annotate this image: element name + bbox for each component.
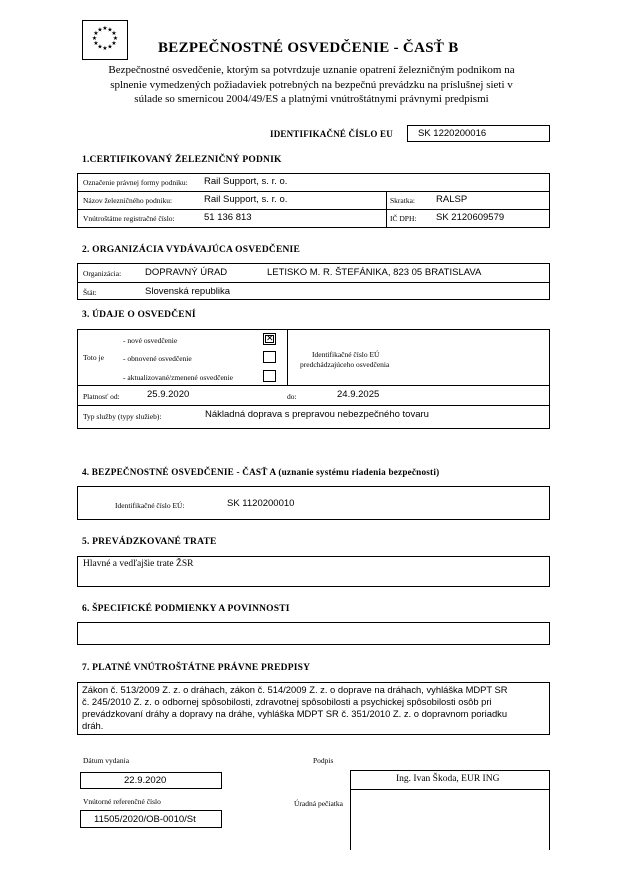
reference-label: Vnútorné referenčné číslo [83,797,161,806]
organization-label: Organizácia: [83,269,122,278]
legislation-text [82,684,552,732]
section1-heading: 1.CERTIFIKOVANÝ ŽELEZNIČNÝ PODNIK [82,155,282,165]
checkbox-new-checked[interactable] [263,333,276,345]
legislation-line: Zákon č. 513/2009 Z. z. o dráhach, zákon č. 514/2009 Z. z. o doprave na dráhach, vyhláška MDPT SR [82,684,508,695]
organization-address: LETISKO M. R. ŠTEFÁNIKA, 823 05 BRATISLAVA [267,267,482,278]
eu-id-box [407,125,550,142]
signature-label: Podpis [313,756,334,765]
section5-heading: 5. PREVÁDZKOVANÉ TRATE [82,537,217,547]
registration-label: Vnútroštátne registračné číslo: [83,214,175,223]
section7-heading: 7. PLATNÉ VNÚTROŠTÁTNE PRÁVNE PREDPISY [82,663,311,673]
vat-label: IČ DPH: [390,214,417,223]
document-title: BEZPEČNOSTNÉ OSVEDČENIE - ČASŤ B [158,40,459,56]
issue-date-label: Dátum vydania [83,756,130,765]
checkbox-updated[interactable] [263,370,276,382]
state-value: Slovenská republika [145,286,231,297]
eu-stars-icon [83,21,127,59]
svg-text:★: ★ [91,35,98,42]
svg-text:★: ★ [93,30,99,37]
svg-text:★: ★ [102,25,108,32]
reference-box [80,810,222,828]
valid-to-value: 24.9.2025 [337,389,380,400]
checkbox-renewed[interactable] [263,351,276,363]
section6-heading: 6. ŠPECIFICKÉ PODMIENKY A POVINNOSTI [82,604,290,614]
previous-id-line: predchádzajúceho osvedčenia [300,360,390,369]
toto-je-label: Toto je [83,353,104,362]
check-x-icon: ✕ [266,334,274,344]
section6-box [77,622,550,645]
section4-heading: 4. BEZPEČNOSTNÉ OSVEDČENIE - ČASŤ A (uznanie systému riadenia bezpečnosti) [82,467,440,477]
legal-form-label: Označenie právnej formy podniku: [83,178,188,187]
eu-id-label: IDENTIFIKAČNÉ ČÍSLO EU [270,129,393,139]
intro-text [40,63,583,107]
svg-text:★: ★ [102,45,108,52]
svg-text:★: ★ [107,26,113,34]
svg-text:★: ★ [112,35,119,42]
stamp-label: Úradná pečiatka [294,799,343,808]
valid-from-value: 25.9.2020 [147,389,190,400]
company-name-label: Názov železničného podniku: [83,196,173,205]
service-type-label: Typ služby (typy služieb): [83,412,162,421]
svg-text:★: ★ [111,30,117,37]
svg-text:★: ★ [97,43,103,51]
section2-heading: 2. ORGANIZÁCIA VYDÁVAJÚCA OSVEDČENIE [82,245,300,255]
company-name-value: Rail Support, s. r. o. [204,194,288,205]
option-new-label: - nové osvedčenie [123,336,178,345]
section3-heading: 3. ÚDAJE O OSVEDČENÍ [82,310,196,320]
option-renewed-label: - obnovené osvedčenie [123,354,192,363]
abbreviation-label: Skratka: [390,196,415,205]
valid-from-label: Platnosť od: [83,392,120,401]
organization-value: DOPRAVNÝ ÚRAD [145,267,228,278]
issue-date-value: 22.9.2020 [124,775,167,786]
abbreviation-value: RALSP [436,194,468,205]
vat-value: SK 2120609579 [436,212,505,223]
intro-line: Bezpečnostné osvedčenie, ktorým sa potvrdzuje uznanie opatrení železničným podnikom na [108,64,515,76]
legislation-line: dráh. [82,720,104,731]
signer-name: Ing. Ivan Škoda, EUR ING [396,774,500,784]
eu-id-value: SK 1220200016 [418,128,487,139]
legal-form-value: Rail Support, s. r. o. [204,176,288,187]
eu-flag-logo [82,20,128,60]
issue-date-box [80,772,222,789]
option-updated-label: - aktualizované/zmenené osvedčenie [123,373,233,382]
intro-line: súlade so smernicou 2004/49/ES a platnými vnútroštátnymi právnymi predpismi [134,93,489,105]
legislation-line: prevádzkovaní dráhy a dopravy na dráhe, vyhláška MDPT SR č. 351/2010 Z. z. o dopravnom poriadku [82,708,508,719]
legislation-line: č. 245/2010 Z. z. o odbornej spôsobilosti, zdravotnej spôsobilosti a psychickej spôsobilosti osôb pri [82,696,492,707]
registration-value: 51 136 813 [204,212,252,223]
svg-text:★: ★ [93,40,99,47]
state-label: Štát: [83,288,97,297]
svg-text:★: ★ [97,26,103,34]
previous-id-line: Identifikačné číslo EÚ [312,350,380,359]
previous-id-label [300,350,389,370]
intro-line: splnenie vymedzených požiadaviek potrebných na bezpečnú prevádzku na príslušnej sieti v [110,78,513,91]
svg-text:★: ★ [111,40,117,47]
svg-text:★: ★ [107,43,113,51]
service-type-value: Nákladná doprava s prepravou nebezpečného tovaru [205,409,429,420]
part-a-id-label: Identifikačné číslo EÚ: [115,501,185,510]
valid-to-label: do: [287,392,297,401]
tracks-value: Hlavné a vedľajšie trate ŽSR [83,559,194,569]
reference-value: 11505/2020/OB-0010/St [94,814,196,825]
part-a-id-value: SK 1120200010 [227,498,295,509]
